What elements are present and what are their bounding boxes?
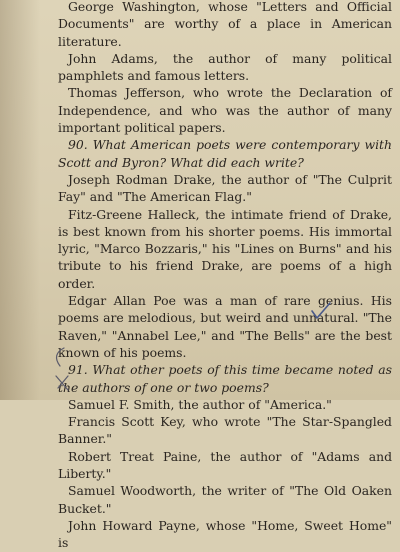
paragraph-smith: Samuel F. Smith, the author of "America." [68,396,332,412]
checkmark-icon [310,301,332,321]
paragraph-adams: John Adams, the author of many political pamphlets and famous letters. [58,50,392,84]
paragraph-washington: George Washington, whose "Letters and Official Documents" are worthy of a place in American literature. [58,0,392,49]
question-91: 91. What other poets of this time became noted as the authors of one or two poems? [58,362,392,395]
pencil-mark-icon [50,346,70,370]
paragraph-drake: Joseph Rodman Drake, the author of "The Culprit Fay" and "The American Flag." [58,171,392,205]
question-90: 90. What American poets were contemporary with Scott and Byron? What did each write? [58,137,392,170]
paragraph-poe: Edgar Allan Poe was a man of rare genius. His poems are melodious, but weird and unnatural. "The Raven," "Annabel Lee," and "The Bells" are the best known of his poems. [58,293,392,360]
paragraph-key: Francis Scott Key, who wrote "The Star-Spangled Banner." [58,414,392,447]
page-shadow [0,0,40,400]
paragraph-payne: John Howard Payne, whose "Home, Sweet Home" is [58,517,392,551]
paragraph-woodworth: Samuel Woodworth, the writer of "The Old Oaken Bucket." [58,483,392,516]
page-text [58,0,392,552]
paragraph-jefferson: Thomas Jefferson, who wrote the Declaration of Independence, and who was the author of many important political papers. [58,85,392,136]
paragraph-paine: Robert Treat Paine, the author of "Adams and Liberty." [58,448,392,482]
paragraph-halleck: Fitz-Greene Halleck, the intimate friend of Drake, is best known from his shorter poems. His immortal lyric, "Marco Bozzaris," his "Lines on Burns" and his tribute to his friend Drake, are poems of a high order. [58,206,392,291]
pencil-mark-icon [52,372,72,396]
